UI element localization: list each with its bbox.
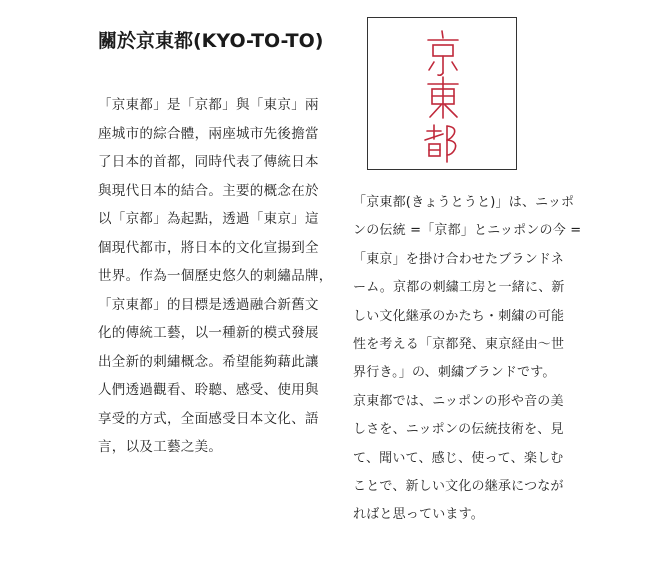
japanese-text-block xyxy=(353,189,593,530)
chinese-text-line: 座城市的綜合體，兩座城市先後擔當 xyxy=(98,125,319,142)
chinese-text-line: 與現代日本的結合。主要的概念在於 xyxy=(98,182,319,199)
chinese-text-line: 個現代都市，將日本的文化宣揚到全 xyxy=(98,239,319,256)
japanese-text-line: ればと思っています。 xyxy=(353,507,484,523)
chinese-text-line: 世界。作為一個歷史悠久的刺繡品牌， xyxy=(98,268,333,284)
chinese-text-line: 「京東都」的目標是透過融合新舊文 xyxy=(98,296,319,313)
brand-logo xyxy=(367,17,517,170)
chinese-text-line: 享受的方式，全面感受日本文化、語 xyxy=(98,410,319,427)
japanese-text-line: ことで、新しい文化の継承につなが xyxy=(353,478,564,494)
japanese-text-line: ンの伝統 =「京都」とニッポンの今 = xyxy=(353,223,582,239)
japanese-text-line: 性を考える「京都発、東京経由～世 xyxy=(353,336,565,352)
chinese-text-line: 人們透過觀看、聆聽、感受、使用與 xyxy=(98,382,319,398)
chinese-text-line: 了日本的首都，同時代表了傳統日本 xyxy=(98,154,319,170)
chinese-text-line: 出全新的刺繡概念。希望能夠藉此讓 xyxy=(98,353,319,370)
page-title: 關於京東都(KYO-TO-TO) xyxy=(98,30,324,52)
chinese-text-block xyxy=(98,91,338,462)
japanese-text-line: 界行き。」の、刺繍ブランドです。 xyxy=(353,365,556,381)
chinese-text-line: 以「京都」為起點，透過「東京」這 xyxy=(98,211,319,227)
japanese-text-line: しい文化継承のかたち・刺繍の可能 xyxy=(353,308,565,324)
japanese-text-line: 「京東都(きょうとうと)」は、ニッポ xyxy=(353,195,575,210)
chinese-text-line: 言，以及工藝之美。 xyxy=(98,439,223,455)
japanese-text-line: 「東京」を掛け合わせたブランドネ xyxy=(353,251,565,267)
japanese-text-line: ーム。京都の刺繍工房と一緒に、新 xyxy=(353,280,565,296)
japanese-text-line: て、聞いて、感じ、使って、楽しむ xyxy=(353,450,564,466)
japanese-text-line: しさを、ニッポンの伝統技術を、見 xyxy=(353,422,564,438)
chinese-text-line: 化的傳統工藝，以一種新的模式發展 xyxy=(98,325,319,341)
logo-artwork xyxy=(368,18,518,171)
chinese-text-line: 「京東都」是「京都」與「東京」兩 xyxy=(98,97,319,113)
japanese-text-line: 京東都では、ニッポンの形や音の美 xyxy=(353,393,564,409)
